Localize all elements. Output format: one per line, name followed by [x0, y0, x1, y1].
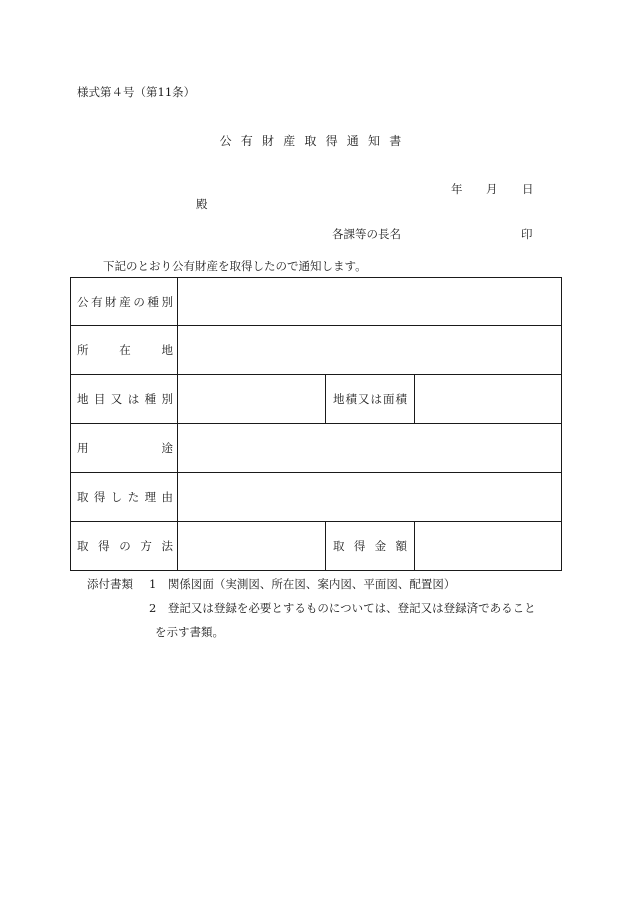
- notice-form-table: [70, 277, 562, 571]
- property-type-field[interactable]: [178, 278, 562, 326]
- acquisition-method-label: 取得の方法: [71, 522, 178, 571]
- location-label: 所在地: [71, 326, 178, 375]
- land-category-field[interactable]: [178, 375, 326, 424]
- acquisition-reason-label: 取得した理由: [71, 473, 178, 522]
- attachment-item-2-continued: を示す書類。: [155, 625, 224, 639]
- attachments-heading: 添付書類: [87, 577, 133, 591]
- purpose-label: 用途: [71, 424, 178, 473]
- date-day-label: 日: [522, 182, 534, 196]
- date-year-label: 年: [451, 182, 463, 196]
- addressee-suffix: 殿: [196, 197, 208, 211]
- intro-text: 下記のとおり公有財産を取得したので通知します。: [103, 259, 367, 273]
- date-month-label: 月: [486, 182, 498, 196]
- area-field[interactable]: [415, 375, 562, 424]
- acquisition-amount-label: 取得金額: [326, 522, 415, 571]
- property-type-label: 公有財産の種別: [71, 278, 178, 326]
- acquisition-amount-field[interactable]: [415, 522, 562, 571]
- document-title: 公有財産取得通知書: [219, 134, 411, 148]
- location-field[interactable]: [178, 326, 562, 375]
- table-row: [71, 375, 562, 424]
- table-row: [71, 473, 562, 522]
- sender-title: 各課等の長名: [332, 227, 401, 241]
- attachment-item-1: 1 関係図面（実測図、所在図、案内図、平面図、配置図）: [149, 577, 456, 591]
- table-row: [71, 424, 562, 473]
- table-row: [71, 278, 562, 326]
- acquisition-method-field[interactable]: [178, 522, 326, 571]
- area-label: 地積又は面積: [326, 375, 415, 424]
- table-row: [71, 326, 562, 375]
- seal-mark: 印: [521, 227, 533, 241]
- purpose-field[interactable]: [178, 424, 562, 473]
- table-row: [71, 522, 562, 571]
- acquisition-reason-field[interactable]: [178, 473, 562, 522]
- attachment-item-2: 2 登記又は登録を必要とするものについては、登記又は登録済であること: [149, 601, 536, 615]
- land-category-label: 地目又は種別: [71, 375, 178, 424]
- form-number: 様式第４号（第11条）: [77, 85, 196, 99]
